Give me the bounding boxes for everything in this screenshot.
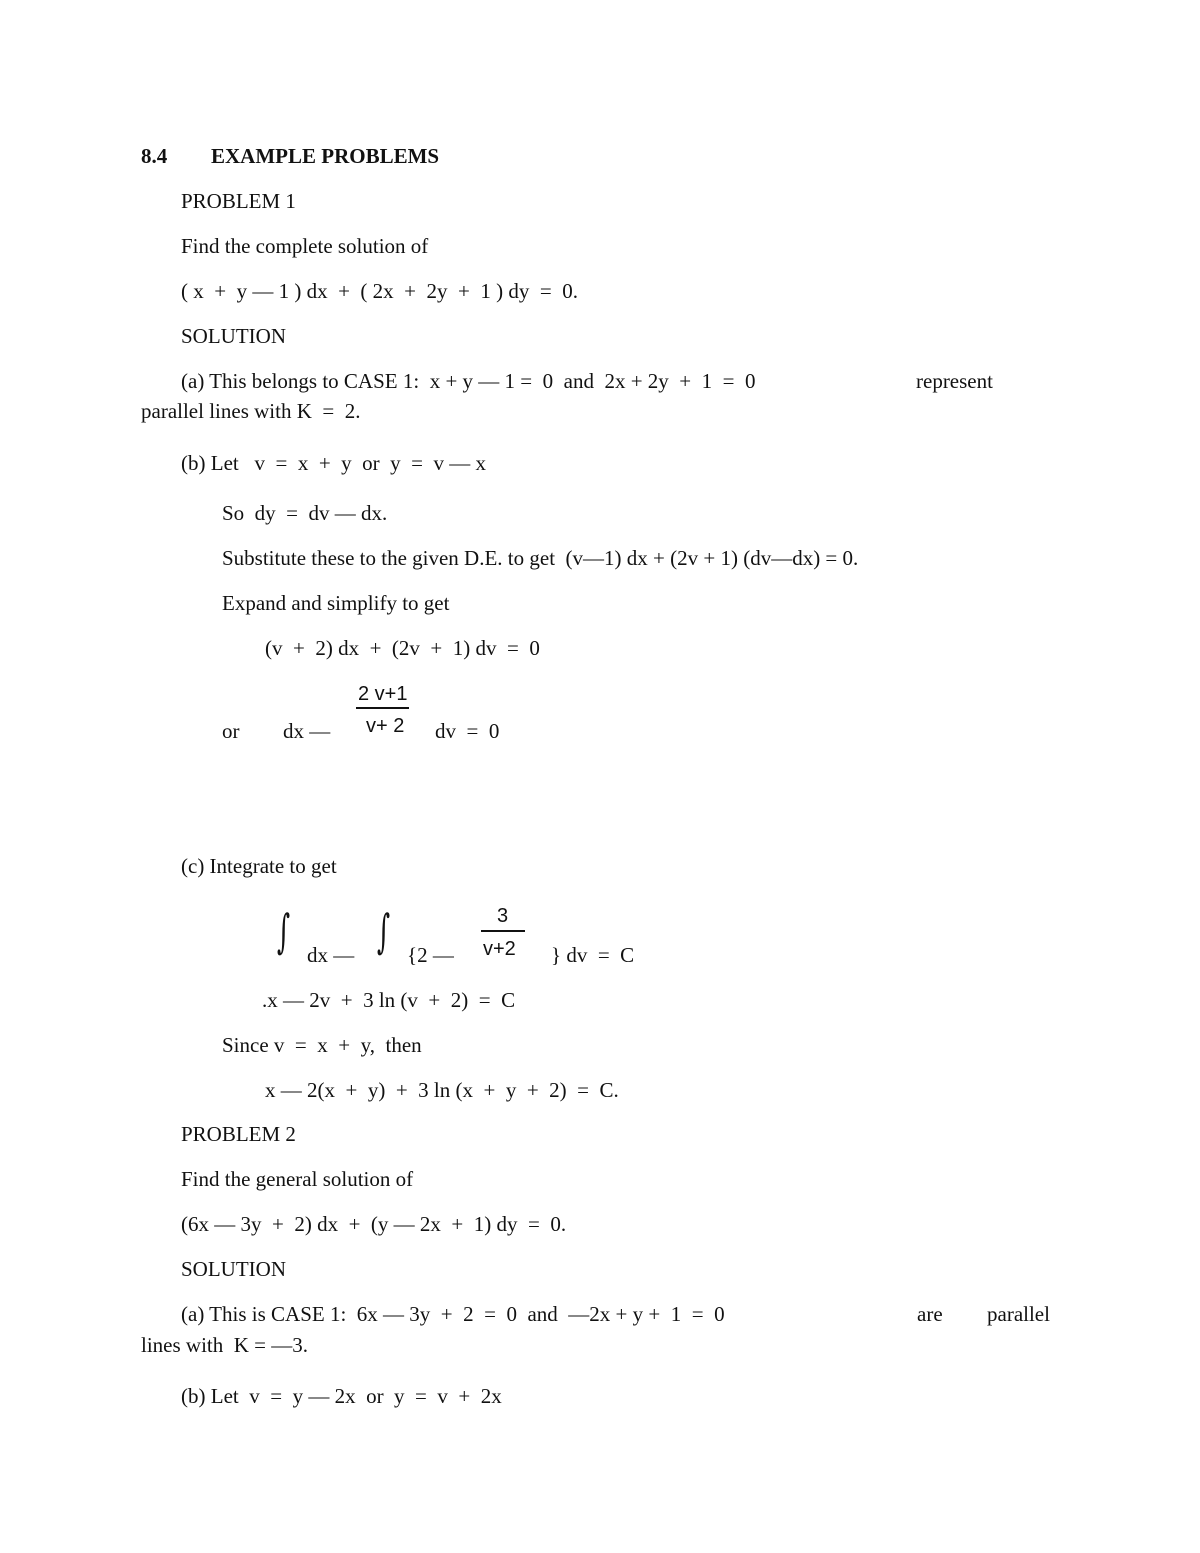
problem1-expand-line: Expand and simplify to get — [222, 591, 450, 615]
problem1-step-c: (c) Integrate to get — [181, 854, 337, 878]
problem1-step-a-line2: parallel lines with K = 2. — [141, 399, 361, 423]
fraction1-denominator: v+ 2 — [366, 715, 405, 737]
problem1-step-a-represent: represent — [916, 369, 993, 393]
problem2-heading: PROBLEM 2 — [181, 1122, 296, 1146]
integral-dx-minus: dx — — [307, 943, 355, 967]
fraction2-denominator: v+2 — [483, 938, 516, 960]
problem1-solution-label: SOLUTION — [181, 324, 286, 348]
problem2-step-a-are: are — [917, 1302, 943, 1326]
fraction2-bar — [481, 930, 525, 932]
integral-sign-1: ∫ — [277, 904, 291, 958]
problem1-final-result: x — 2(x + y) + 3 ln (x + y + 2) = C. — [265, 1078, 619, 1102]
section-title: EXAMPLE PROBLEMS — [211, 144, 440, 168]
section-number: 8.4 — [141, 144, 168, 168]
integral-sign-2: ∫ — [377, 904, 391, 958]
problem1-expanded-equation: (v + 2) dx + (2v + 1) dv = 0 — [265, 636, 540, 660]
problem1-result-v: .x — 2v + 3 ln (v + 2) = C — [262, 988, 516, 1012]
or-label: or — [222, 719, 240, 743]
integral-tail: } dv = C — [551, 943, 635, 967]
problem2-equation: (6x — 3y + 2) dx + (y — 2x + 1) dy = 0. — [181, 1212, 567, 1236]
problem2-step-a-line2: lines with K = —3. — [141, 1333, 309, 1357]
integral-brace-term: {2 — — [407, 943, 454, 967]
fraction1-bar — [356, 707, 409, 709]
fraction1-numerator: 2 v+1 — [358, 683, 408, 705]
problem1-step-b: (b) Let v = x + y or y = v — x — [181, 451, 486, 475]
dv-equals-zero: dv = 0 — [435, 719, 500, 743]
problem2-step-a-parallel: parallel — [987, 1302, 1050, 1326]
problem1-step-a-line1: (a) This belongs to CASE 1: x + y — 1 = 0 and 2x + 2y + 1 = 0 — [181, 369, 756, 393]
problem2-solution-label: SOLUTION — [181, 1257, 286, 1281]
problem2-prompt: Find the general solution of — [181, 1167, 414, 1191]
problem1-since-line: Since v = x + y, then — [222, 1033, 422, 1057]
problem1-prompt: Find the complete solution of — [181, 234, 429, 258]
problem1-so-line: So dy = dv — dx. — [222, 501, 388, 525]
problem2-step-a-line1: (a) This is CASE 1: 6x — 3y + 2 = 0 and —2x + y + 1 = 0 — [181, 1302, 725, 1326]
dx-minus: dx — — [283, 719, 331, 743]
problem1-substitute-line: Substitute these to the given D.E. to get (v—1) dx + (2v + 1) (dv—dx) = 0. — [222, 546, 859, 570]
fraction2-numerator: 3 — [497, 905, 509, 927]
problem2-step-b: (b) Let v = y — 2x or y = v + 2x — [181, 1384, 502, 1408]
problem1-equation: ( x + y — 1 ) dx + ( 2x + 2y + 1 ) dy = 0. — [181, 279, 578, 303]
problem1-heading: PROBLEM 1 — [181, 189, 296, 213]
